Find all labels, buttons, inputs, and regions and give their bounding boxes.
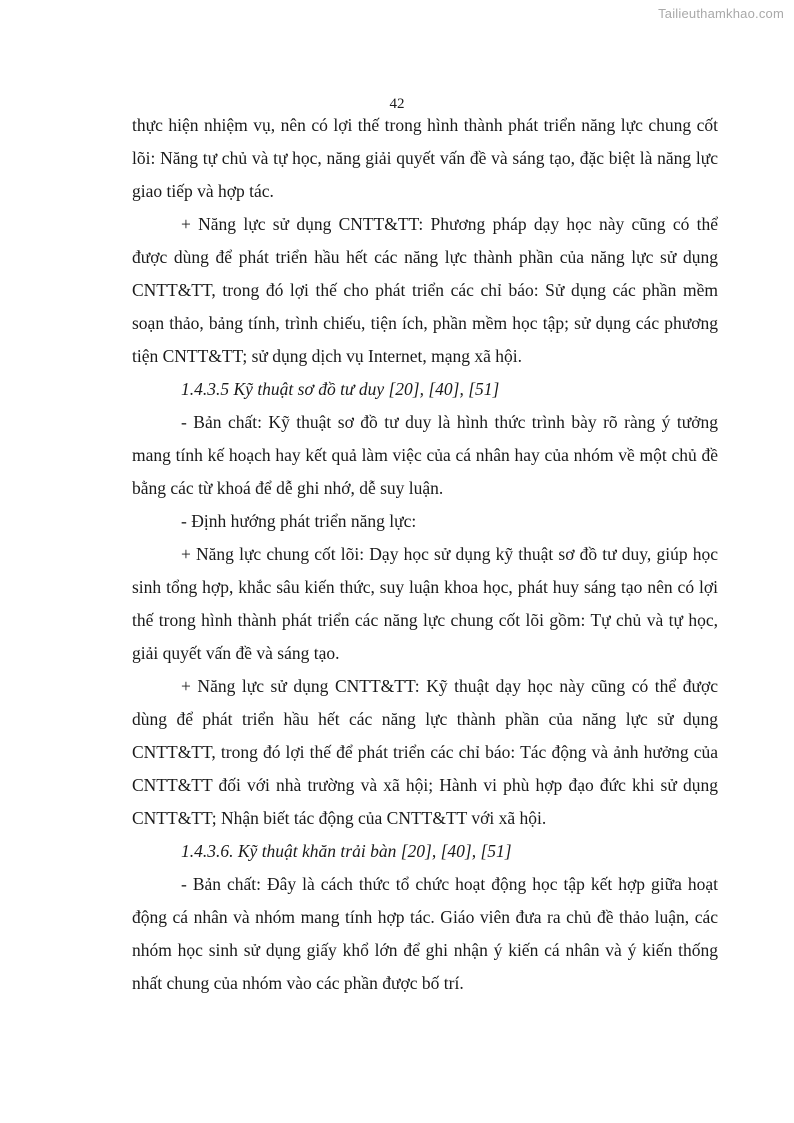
page-number: 42 xyxy=(389,96,405,112)
paragraph: - Bản chất: Đây là cách thức tổ chức hoạt động học tập kết hợp giữa hoạt động cá nhân và nhóm mang tính hợp tác. Giáo viên đưa ra chủ đề thảo luận, các nhóm học sinh sử dụng giấy khổ lớn để ghi nhận ý kiến cá nhân và ý kiến thống nhất chung của nhóm vào các phần được bố trí. xyxy=(132,874,718,993)
watermark: Tailieuthamkhao.com xyxy=(658,6,784,21)
paragraph: + Năng lực chung cốt lõi: Dạy học sử dụng kỹ thuật sơ đồ tư duy, giúp học sinh tổng hợp, khắc sâu kiến thức, suy luận khoa học, phát huy sáng tạo nên có lợi thế trong hình thành phát triển các năng lực chung cốt lõi gồm: Tự chủ và tự học, giải quyết vấn đề và sáng tạo. xyxy=(132,544,718,663)
section-heading: 1.4.3.6. Kỹ thuật khăn trải bàn [20], [40], [51] xyxy=(181,841,512,861)
paragraph: - Định hướng phát triển năng lực: xyxy=(181,511,417,531)
page-body xyxy=(132,109,718,1000)
paragraph: - Bản chất: Kỹ thuật sơ đồ tư duy là hình thức trình bày rõ ràng ý tưởng mang tính kế hoạch hay kết quả làm việc của cá nhân hay của nhóm về một chủ đề bằng các từ khoá để dễ ghi nhớ, dễ suy luận. xyxy=(132,412,718,498)
paragraph: thực hiện nhiệm vụ, nên có lợi thế trong hình thành phát triển năng lực chung cốt lõi: Năng tự chủ và tự học, năng giải quyết vấn đề và sáng tạo, đặc biệt là năng lực giao tiếp và hợp tác. xyxy=(132,115,718,201)
paragraph: + Năng lực sử dụng CNTT&TT: Kỹ thuật dạy học này cũng có thể được dùng để phát triển hầu hết các năng lực thành phần của năng lực sử dụng CNTT&TT, trong đó lợi thế để phát triển các chỉ báo: Tác động và ảnh hưởng của CNTT&TT đối với nhà trường và xã hội; Hành vi phù hợp đạo đức khi sử dụng CNTT&TT; Nhận biết tác động của CNTT&TT với xã hội. xyxy=(132,676,718,828)
paragraph: + Năng lực sử dụng CNTT&TT: Phương pháp dạy học này cũng có thể được dùng để phát triển hầu hết các năng lực thành phần của năng lực sử dụng CNTT&TT, trong đó lợi thế cho phát triển các chỉ báo: Sử dụng các phần mềm soạn thảo, bảng tính, trình chiếu, tiện ích, phần mềm học tập; sử dụng các phương tiện CNTT&TT; sử dụng dịch vụ Internet, mạng xã hội. xyxy=(132,214,718,366)
section-heading: 1.4.3.5 Kỹ thuật sơ đồ tư duy [20], [40], [51] xyxy=(181,379,500,399)
